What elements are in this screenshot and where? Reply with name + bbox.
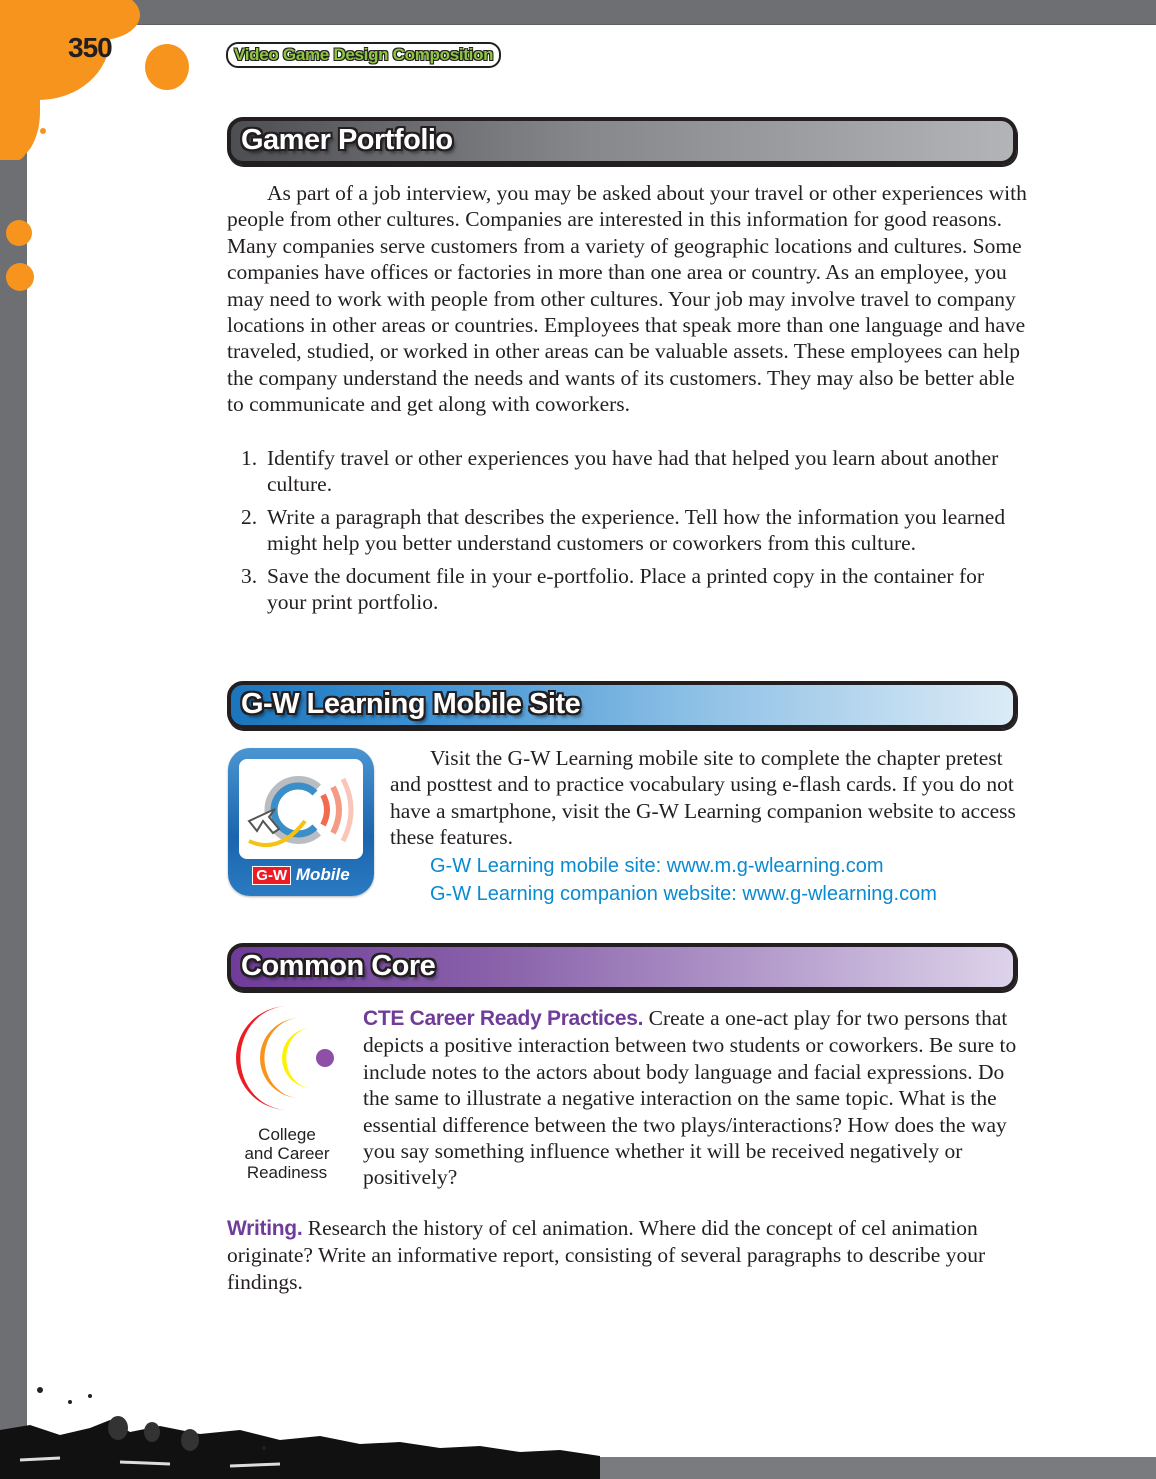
app-icon-screen bbox=[239, 759, 363, 859]
section-title: Common Core bbox=[241, 950, 436, 982]
mobile-site-header bbox=[227, 681, 1017, 729]
list-item bbox=[227, 563, 1027, 616]
book-title-running-head: Video Game Design Composition bbox=[226, 42, 501, 68]
gamer-portfolio-steps bbox=[227, 445, 1027, 621]
app-icon-label: G-W Mobile bbox=[228, 865, 374, 885]
companion-website-link[interactable]: G-W Learning companion website: www.g-wlearning.com bbox=[430, 883, 937, 905]
mobile-site-links bbox=[430, 852, 1030, 908]
gamer-portfolio-header bbox=[227, 117, 1017, 165]
gw-mobile-app-icon bbox=[228, 748, 374, 896]
paragraph-text: Research the history of cel animation. Where did the concept of cel animation originate? Write an informative report, consisting of several paragraphs to describe your findings. bbox=[227, 1216, 986, 1294]
cte-career-ready-practices-paragraph bbox=[363, 1005, 1023, 1191]
section-title: Gamer Portfolio bbox=[241, 124, 453, 156]
writing-paragraph bbox=[227, 1215, 1027, 1295]
top-margin-bar bbox=[0, 0, 1156, 25]
step-text: Write a paragraph that describes the experience. Tell how the information you learned might help you better understand customers or coworkers from this culture. bbox=[267, 504, 1006, 556]
page-number: 350 bbox=[68, 32, 112, 63]
paragraph-label: Writing. bbox=[227, 1217, 303, 1240]
step-text: Save the document file in your e-portfolio. Place a printed copy in the container for your print portfolio. bbox=[267, 563, 985, 615]
step-text: Identify travel or other experiences you have had that helped you learn about another culture. bbox=[267, 446, 999, 497]
step-number: 3. bbox=[241, 563, 258, 588]
paragraph-text: Create a one-act play for two persons that depicts a positive interaction between two students or coworkers. Be sure to include notes to the actors about body language and facial expressions. Do the same to illustrate a negative interaction on the same topic. What is the essential difference between the two plays/interactions? How does the way you say something influence whether it will be received negatively or positively? bbox=[363, 1006, 1017, 1190]
list-item bbox=[227, 445, 1027, 498]
step-number: 2. bbox=[241, 504, 258, 529]
common-core-header bbox=[227, 943, 1017, 991]
gamer-portfolio-paragraph: As part of a job interview, you may be asked about your travel or other experiences with people from other cultures. Companies are interested in this information for good reasons. Many companies serve customers from a variety of geographic locations and cultures. Some companies have offices or factories in more than one area or country. As an employee, you may need to work with people from other cultures. Your job may involve travel to company locations in other areas or countries. Employees that speak more than one language and have traveled, studied, or worked in other areas can be valuable assets. These employees can help the company understand the needs and wants of its customers. They may also be better able to communicate and get along with coworkers. bbox=[227, 181, 1027, 417]
section-title: G-W Learning Mobile Site bbox=[241, 688, 581, 720]
step-number: 1. bbox=[241, 446, 258, 470]
mobile-site-link[interactable]: G-W Learning mobile site: www.m.g-wlearning.com bbox=[430, 855, 884, 877]
list-item bbox=[227, 504, 1027, 557]
grunge-ink-decoration bbox=[0, 1370, 600, 1479]
ccr-logo-caption: College and Career Readiness bbox=[244, 1125, 330, 1182]
paragraph-label: CTE Career Ready Practices. bbox=[363, 1007, 644, 1030]
wireless-cursor-icon bbox=[239, 759, 363, 859]
mobile-site-paragraph: Visit the G-W Learning mobile site to complete the chapter pretest and posttest and to practice vocabulary using e-flash cards. If you do not have a smartphone, visit the G-W Learning companion website to access these features. bbox=[390, 746, 1016, 850]
